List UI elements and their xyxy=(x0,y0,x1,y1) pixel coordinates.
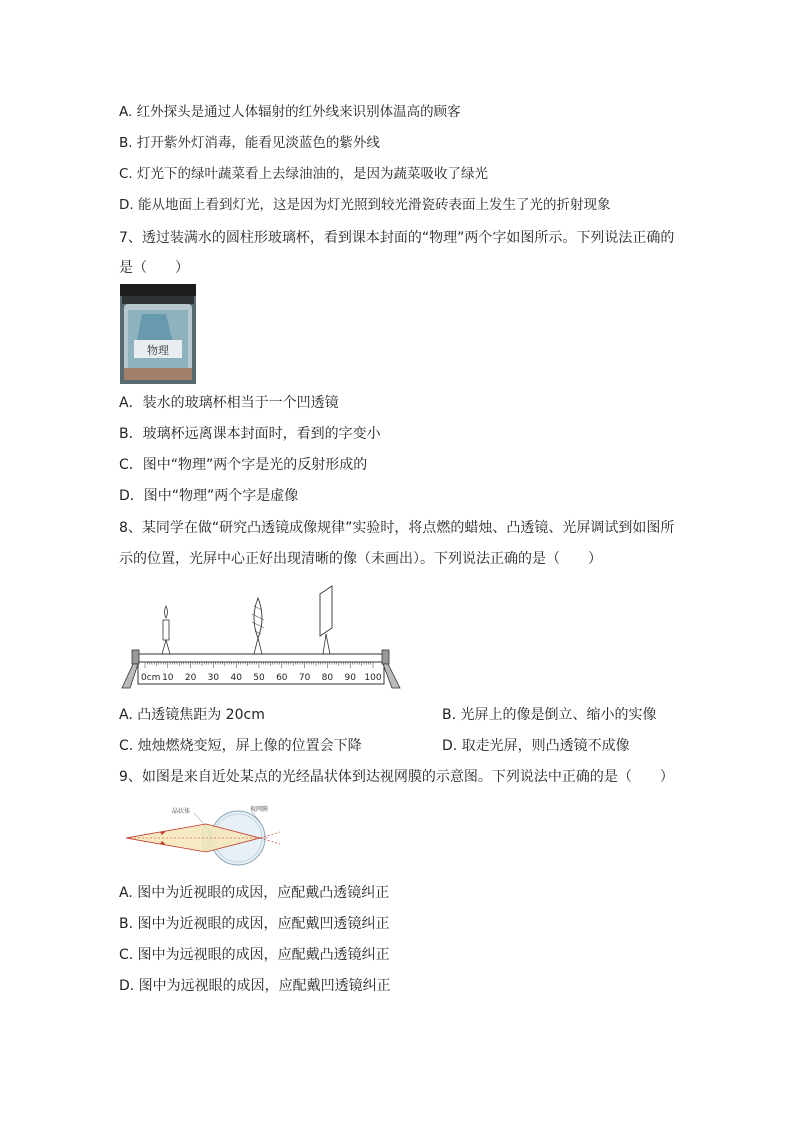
q8-option-c: C. 烛烛燃烧变短，屏上像的位置会下降 xyxy=(119,738,362,754)
q9-option-d: D. 图中为远视眼的成因，应配戴凹透镜纠正 xyxy=(119,978,391,994)
scale-label: 60 xyxy=(276,673,288,683)
q8-stem-line2: 示的位置，光屏中心正好出现清晰的像（未画出）。下列说法正确的是（ ） xyxy=(119,551,602,567)
lens-label: 晶状体 xyxy=(172,808,191,815)
q9-option-a: A. 图中为近视眼的成因，应配戴凸透镜纠正 xyxy=(119,885,390,901)
q7-option-c: C．图中“物理”两个字是光的反射形成的 xyxy=(119,457,368,473)
eye-diagram xyxy=(120,804,285,868)
scale-label: 30 xyxy=(207,673,220,683)
scale-label: 40 xyxy=(230,673,242,683)
q6-option-a: A. 红外探头是通过人体辐射的红外线来识别体温高的顾客 xyxy=(119,104,461,120)
q9-stem: 9、如图是来自近处某点的光经晶状体到达视网膜的示意图。下列说法中正确的是（ ） xyxy=(119,769,674,785)
q8-stem-line1: 8、某同学在做“研究凸透镜成像规律”实验时，将点燃的蜡烛、凸透镜、光屏调试到如图所 xyxy=(119,520,675,536)
q7-option-a: A．装水的玻璃杯相当于一个凹透镜 xyxy=(119,395,339,411)
q6-option-c: C. 灯光下的绿叶蔬菜看上去绿油油的，是因为蔬菜吸收了绿光 xyxy=(119,166,489,182)
scale-label: 100 xyxy=(364,673,382,683)
glass-cup-photo xyxy=(120,284,196,384)
scale-label: 70 xyxy=(298,673,311,683)
photo-physics-text: 物理 xyxy=(147,344,169,357)
scale-label: 0cm xyxy=(141,673,161,683)
q9-option-b: B. 图中为近视眼的成因，应配戴凹透镜纠正 xyxy=(119,916,390,932)
q8-option-a: A. 凸透镜焦距为 20cm xyxy=(119,707,265,723)
light-screen xyxy=(320,586,332,654)
optical-bench-diagram xyxy=(118,580,408,690)
retina-label: 视网膜 xyxy=(250,806,269,813)
scale-label: 80 xyxy=(321,673,334,683)
scale-label: 90 xyxy=(344,673,356,683)
scale-label: 20 xyxy=(184,673,197,683)
q8-option-b: B. 光屏上的像是倒立、缩小的实像 xyxy=(442,707,657,723)
candle xyxy=(162,606,170,654)
q7-stem-line2: 是（ ） xyxy=(119,260,189,276)
q7-option-b: B．玻璃杯远离课本封面时，看到的字变小 xyxy=(119,426,381,442)
q8-option-d: D. 取走光屏，则凸透镜不成像 xyxy=(442,738,630,754)
q9-option-c: C. 图中为远视眼的成因，应配戴凸透镜纠正 xyxy=(119,947,390,963)
q7-stem-line1: 7、透过装满水的圆柱形玻璃杯，看到课本封面的“物理”两个字如图所示。下列说法正确的 xyxy=(119,230,675,246)
q6-option-d: D. 能从地面上看到灯光，这是因为灯光照到较光滑瓷砖表面上发生了光的折射现象 xyxy=(119,197,611,213)
q7-option-d: D．图中“物理”两个字是虚像 xyxy=(119,488,299,504)
q6-option-b: B. 打开紫外灯消毒，能看见淡蓝色的紫外线 xyxy=(119,135,380,151)
scale-label: 50 xyxy=(253,673,265,683)
convex-lens xyxy=(252,598,264,654)
scale-label: 10 xyxy=(162,673,174,683)
